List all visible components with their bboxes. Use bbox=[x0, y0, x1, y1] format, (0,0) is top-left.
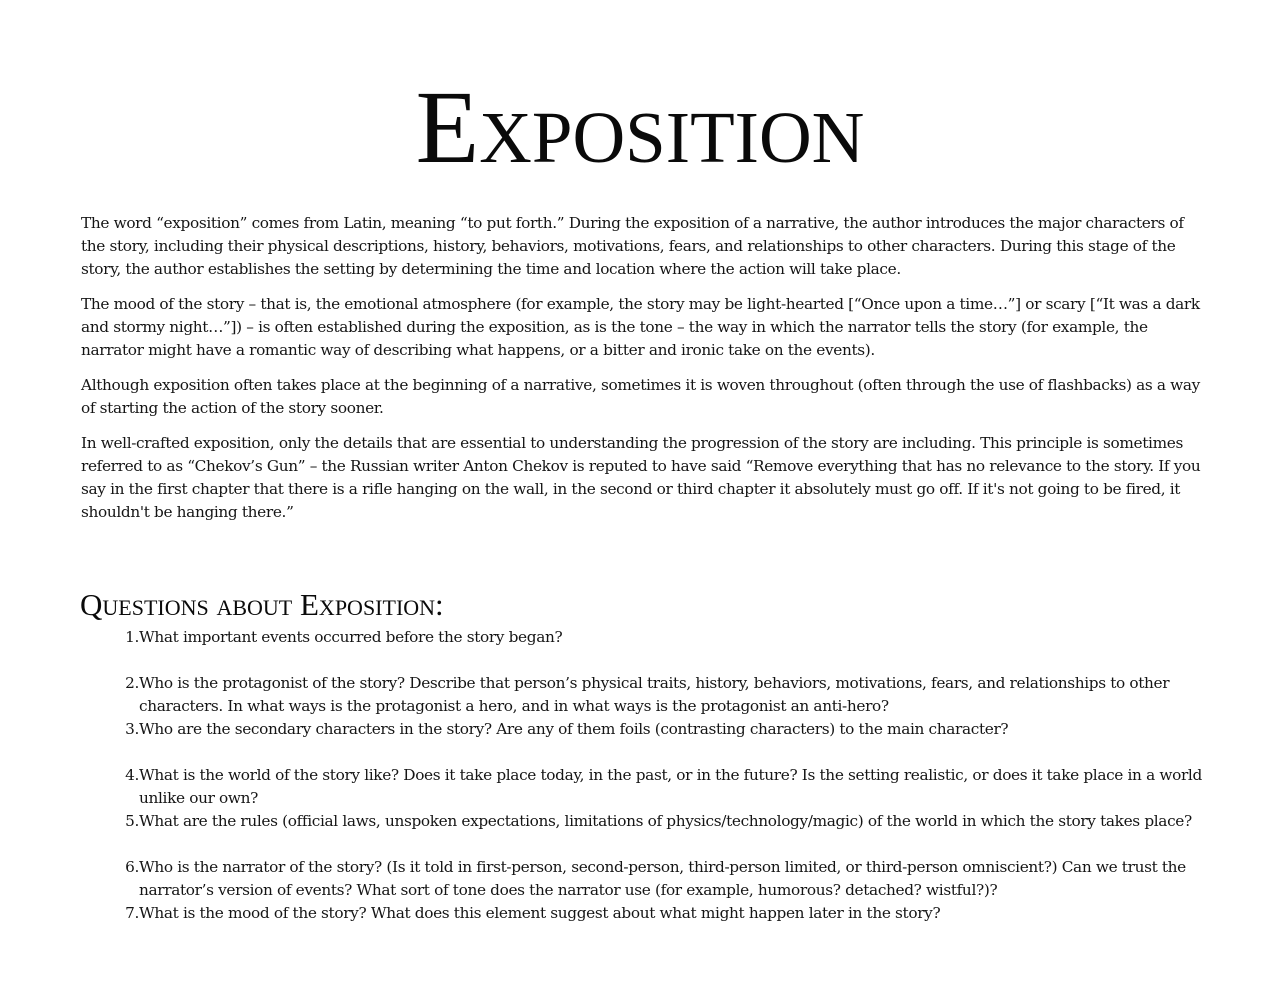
body-text bbox=[81, 212, 1206, 536]
list-item bbox=[81, 764, 1206, 810]
list-item-text: What important events occurred before the story began? bbox=[139, 628, 563, 646]
list-item-text: Who is the narrator of the story? (Is it told in first-person, second-person, third-person limited, or third-person omniscient?) Can we trust the narrator’s version of events? What sort of tone does the narrator use (for example, humorous? detached? wistful?)? bbox=[139, 858, 1186, 899]
list-item-number: 5. bbox=[125, 812, 139, 830]
list-item bbox=[81, 856, 1206, 902]
list-item-number: 2. bbox=[125, 674, 139, 692]
paragraph-mood-tone: The mood of the story – that is, the emotional atmosphere (for example, the story may be light-hearted [“Once upon a time…”] or scary [“It was a dark and stormy night…”]) – is often established during the exposition, as is the tone – the way in which the narrator tells the story (for example, the narrator might have a romantic way of describing what happens, or a bitter and ironic take on the events). bbox=[81, 295, 1200, 359]
list-item-text: What are the rules (official laws, unspoken expectations, limitations of physics/technology/magic) of the world in which the story takes place? bbox=[139, 812, 1192, 830]
list-item bbox=[81, 902, 1206, 948]
list-item bbox=[81, 672, 1206, 718]
list-item bbox=[81, 810, 1206, 856]
list-item-text: What is the mood of the story? What does this element suggest about what might happen later in the story? bbox=[139, 904, 941, 922]
list-item-number: 7. bbox=[125, 904, 139, 922]
questions-heading: Questions about Exposition: bbox=[80, 587, 444, 622]
list-item-number: 3. bbox=[125, 720, 139, 738]
list-item-number: 1. bbox=[125, 628, 139, 646]
list-item-text: Who are the secondary characters in the story? Are any of them foils (contrasting characters) to the main character? bbox=[139, 720, 1009, 738]
questions-list bbox=[81, 626, 1206, 948]
paragraph-chekovs-gun: In well-crafted exposition, only the details that are essential to understanding the progression of the story are including. This principle is sometimes referred to as “Chekov’s Gun” – the Russian writer Anton Chekov is reputed to have said “Remove everything that has no relevance to the story. If you say in the first chapter that there is a rifle hanging on the wall, in the second or third chapter it absolutely must go off. If it's not going to be fired, it shouldn't be hanging there.” bbox=[81, 434, 1201, 521]
list-item-text: Who is the protagonist of the story? Describe that person’s physical traits, history, behaviors, motivations, fears, and relationships to other characters. In what ways is the protagonist a hero, and in what ways is the protagonist an anti-hero? bbox=[139, 674, 1170, 715]
list-item-text: What is the world of the story like? Does it take place today, in the past, or in the future? Is the setting realistic, or does it take place in a world unlike our own? bbox=[139, 766, 1202, 807]
paragraph-flashbacks: Although exposition often takes place at the beginning of a narrative, sometimes it is woven throughout (often through the use of flashbacks) as a way of starting the action of the story sooner. bbox=[81, 376, 1200, 417]
page-title: Exposition bbox=[415, 70, 865, 185]
list-item-number: 6. bbox=[125, 858, 139, 876]
list-item-number: 4. bbox=[125, 766, 139, 784]
list-item bbox=[81, 626, 1206, 672]
list-item bbox=[81, 718, 1206, 764]
paragraph-intro: The word “exposition” comes from Latin, meaning “to put forth.” During the exposition of a narrative, the author introduces the major characters of the story, including their physical descriptions, history, behaviors, motivations, fears, and relationships to other characters. During this stage of the story, the author establishes the setting by determining the time and location where the action will take place. bbox=[81, 214, 1184, 278]
